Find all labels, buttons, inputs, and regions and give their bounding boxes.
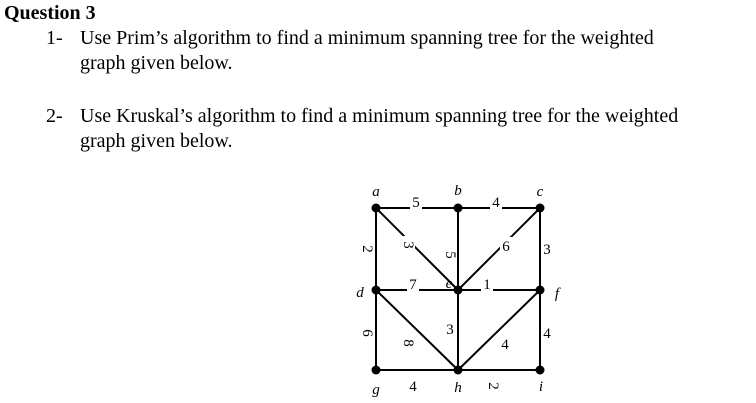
vertex-h — [454, 366, 463, 375]
edge-weight-f-i: 4 — [543, 326, 551, 342]
vertex-c — [536, 204, 545, 213]
edge-f-h — [458, 290, 540, 370]
vertex-a — [372, 204, 381, 213]
question-2-text-line-2: graph given below. — [80, 130, 233, 152]
edge-weight-c-f: 3 — [543, 242, 551, 258]
edge-weight-d-h: 8 — [400, 339, 416, 347]
vertex-label-h: h — [454, 380, 462, 396]
edge-weight-a-d: 2 — [359, 245, 375, 253]
question-1-number: 1- — [46, 27, 63, 49]
vertex-b — [454, 204, 463, 213]
vertex-label-c: c — [536, 184, 544, 200]
edge-c-e — [458, 208, 540, 290]
edge-weight-b-e: 5 — [442, 251, 458, 259]
vertex-f — [536, 286, 545, 295]
edge-weight-f-h: 4 — [501, 337, 509, 353]
edge-weight-e-f: 1 — [483, 277, 491, 293]
question-2-text-line-1: Use Kruskal’s algorithm to find a minimum spanning tree for the weighted — [80, 105, 679, 127]
question-1-text-line-2: graph given below. — [80, 52, 233, 74]
edge-weight-b-c: 4 — [492, 195, 500, 211]
vertex-label-a: a — [372, 184, 380, 200]
vertex-label-i: i — [538, 379, 544, 395]
vertex-d — [372, 286, 381, 295]
vertex-label-e: e — [445, 276, 453, 292]
vertex-e — [454, 286, 463, 295]
question-1-text-line-1: Use Prim’s algorithm to find a minimum spanning tree for the weighted — [80, 27, 654, 49]
edge-weight-g-h: 4 — [409, 379, 417, 395]
edge-weight-h-i: 2 — [485, 382, 501, 390]
vertex-label-f: f — [554, 286, 560, 302]
edge-weight-d-g: 6 — [359, 329, 375, 337]
vertex-label-b: b — [454, 183, 462, 199]
edge-weight-c-e: 6 — [502, 239, 510, 255]
edge-weight-a-b: 5 — [412, 195, 420, 211]
vertex-label-d: d — [356, 285, 364, 301]
vertex-i — [536, 366, 545, 375]
edge-weight-d-e: 7 — [409, 277, 417, 293]
edge-weight-e-h: 3 — [446, 322, 454, 338]
vertex-g — [372, 366, 381, 375]
edge-weight-a-e: 3 — [400, 241, 416, 249]
question-2-number: 2- — [46, 105, 63, 127]
question-heading: Question 3 — [4, 2, 96, 24]
vertex-label-g: g — [372, 382, 380, 398]
